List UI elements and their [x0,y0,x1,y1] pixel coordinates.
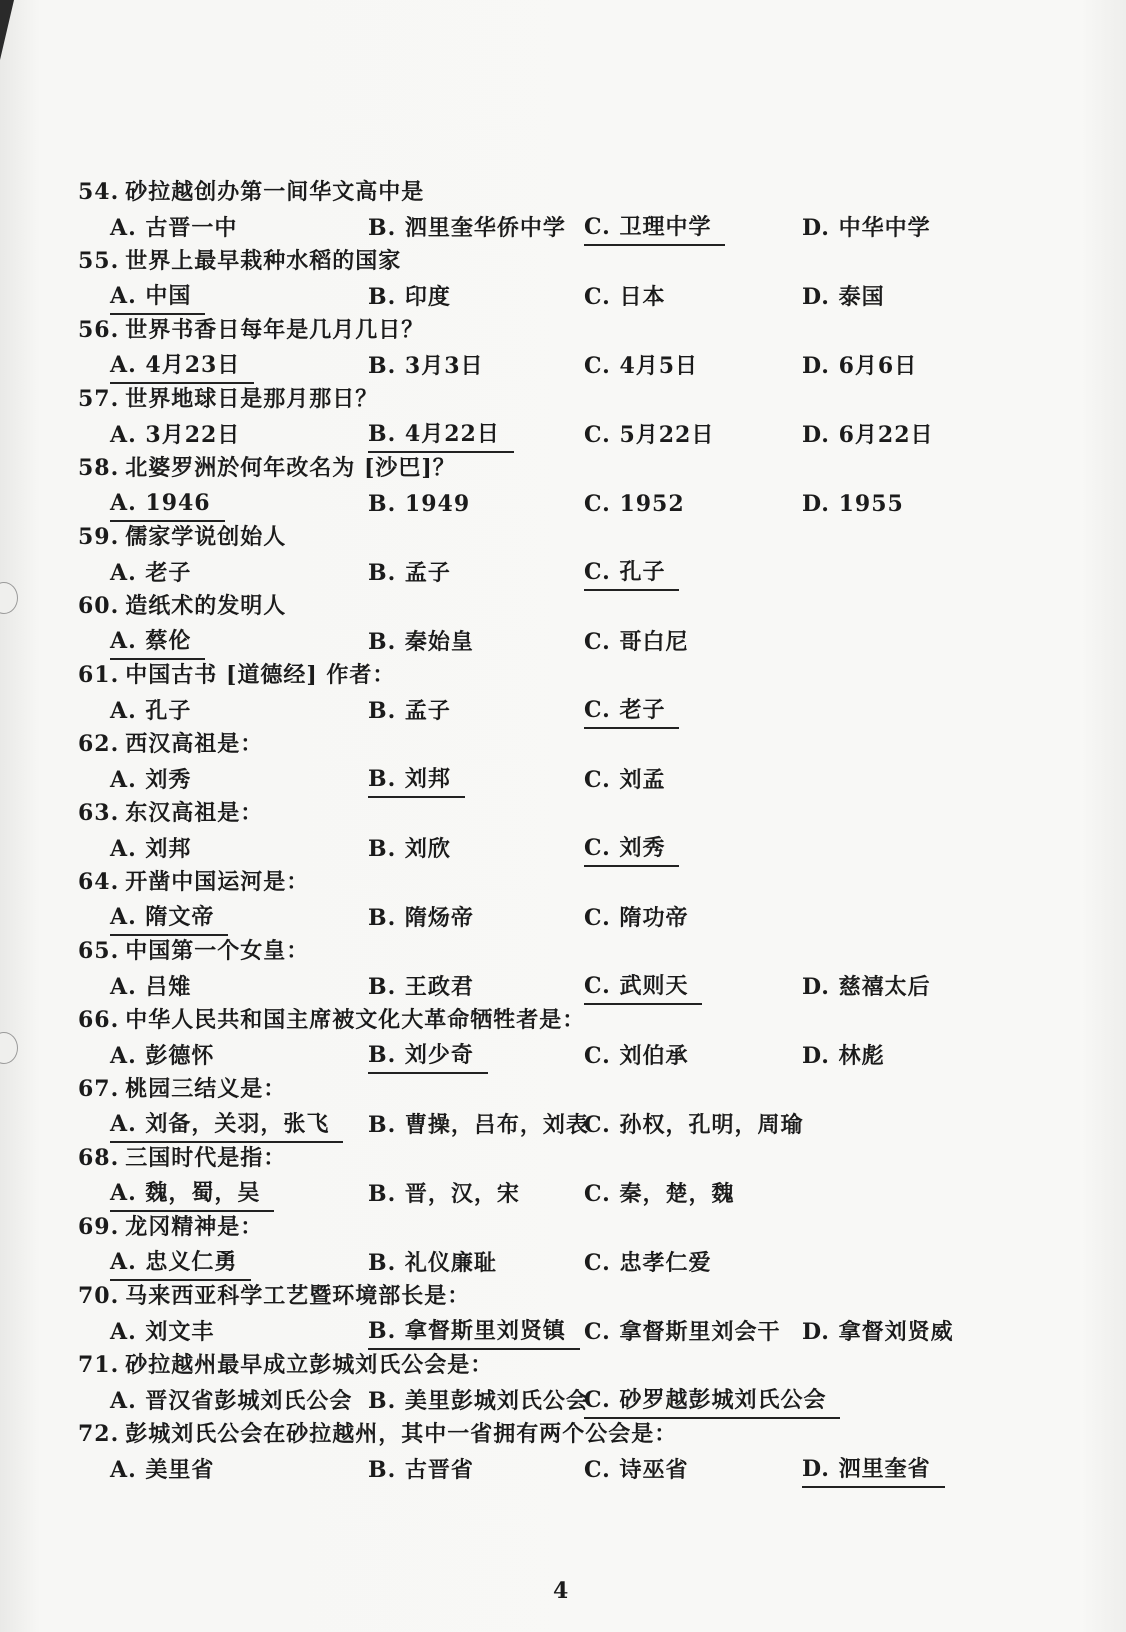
answer-option: B. 王政君 [368,974,474,1000]
question-number: 65. [78,938,120,964]
question-text [78,1347,493,1383]
question-stem: 三国时代是指： [125,1145,287,1171]
answer-option: B. 刘少奇 [368,1038,488,1074]
question-number: 60. [78,593,120,619]
answer-option: B. 拿督斯里刘贤镇 [368,1314,580,1350]
answer-option: D. 泗里奎省 [802,1452,945,1488]
question-item [78,1416,1078,1485]
answer-option: B. 曹操，吕布，刘表 [368,1112,589,1138]
question-stem: 龙冈精神是： [125,1214,264,1240]
answer-option: C. 刘伯承 [584,1043,689,1069]
answer-option: C. 老子 [584,693,679,729]
question-item [78,864,1078,933]
question-number: 72. [78,1421,120,1447]
answer-option: C. 孙权，孔明，周瑜 [584,1112,804,1138]
answer-option: C. 隋功帝 [584,905,689,931]
answer-option: A. 刘文丰 [110,1319,215,1345]
answer-option: C. 4月5日 [584,353,699,379]
answer-option: A. 刘备，关羽，张飞 [110,1107,343,1143]
question-item [78,1002,1078,1071]
question-item [78,381,1078,450]
answer-option: B. 晋，汉，宋 [368,1181,520,1207]
answer-option: A. 中国 [110,279,205,315]
answer-option: B. 礼仪廉耻 [368,1250,497,1276]
question-item [78,1278,1078,1347]
question-stem: 东汉高祖是： [125,800,264,826]
question-item [78,450,1078,519]
answer-option: B. 4月22日 [368,417,514,453]
answer-option: C. 5月22日 [584,422,715,448]
question-number: 59. [78,524,120,550]
question-stem: 世界上最早栽种水稻的国家 [125,248,402,274]
answer-option: B. 印度 [368,284,451,310]
answer-option: D. 1955 [802,491,904,517]
answer-option: D. 林彪 [802,1043,885,1069]
question-number: 64. [78,869,120,895]
answer-option: B. 刘邦 [368,762,465,798]
question-text [78,864,309,900]
question-item [78,1347,1078,1416]
answer-option: B. 孟子 [368,698,451,724]
answer-option: A. 美里省 [110,1457,215,1483]
question-item [78,1209,1078,1278]
answer-option: D. 6月22日 [802,422,934,448]
question-stem: 马来西亚科学工艺暨环境部长是： [125,1283,471,1309]
answer-option: C. 砂罗越彭城刘氏公会 [584,1383,840,1419]
answer-option: A. 蔡伦 [110,624,205,660]
answer-option: A. 晋汉省彭城刘氏公会 [110,1388,353,1414]
answer-option: A. 魏，蜀，吴 [110,1176,274,1212]
question-text [78,726,263,762]
answer-option: D. 6月6日 [802,353,918,379]
answer-option: A. 1946 [110,486,225,522]
question-text [78,588,286,624]
answer-option: C. 哥白尼 [584,629,689,655]
question-item [78,519,1078,588]
question-number: 56. [78,317,120,343]
question-stem: 西汉高祖是： [125,731,264,757]
answer-option: D. 拿督刘贤威 [802,1319,954,1345]
question-text [78,657,395,693]
question-text [78,174,424,210]
question-text [78,450,456,486]
question-stem: 桃园三结义是： [125,1076,287,1102]
answer-option: C. 日本 [584,284,666,310]
question-item [78,243,1078,312]
question-text [78,243,401,279]
question-text [78,933,309,969]
question-list [78,174,1078,1485]
answer-option: D. 中华中学 [802,215,931,241]
question-text [78,795,263,831]
answer-option: A. 刘秀 [110,767,192,793]
answer-option: A. 4月23日 [110,348,254,384]
question-number: 57. [78,386,120,412]
answer-option: C. 1952 [584,491,685,517]
answer-option: A. 孔子 [110,698,192,724]
question-number: 70. [78,1283,120,1309]
answer-option: A. 忠义仁勇 [110,1245,251,1281]
answer-option: B. 秦始皇 [368,629,474,655]
answer-option: B. 泗里奎华侨中学 [368,215,566,241]
answer-option: A. 彭德怀 [110,1043,215,1069]
answer-option: B. 古晋省 [368,1457,474,1483]
question-item [78,933,1078,1002]
question-stem: 世界地球日是那月那日？ [125,386,379,412]
question-stem: 中华人民共和国主席被文化大革命牺牲者是： [125,1007,586,1033]
question-number: 61. [78,662,120,688]
answer-option: C. 刘孟 [584,767,666,793]
answer-option: C. 刘秀 [584,831,679,867]
answer-option: A. 古晋一中 [110,215,238,241]
question-number: 62. [78,731,120,757]
answer-option: A. 刘邦 [110,836,192,862]
question-number: 67. [78,1076,120,1102]
question-text [78,1002,585,1038]
question-stem: 彭城刘氏公会在砂拉越州，其中一省拥有两个公会是： [125,1421,678,1447]
question-item [78,657,1078,726]
question-number: 69. [78,1214,120,1240]
question-stem: 开凿中国运河是： [125,869,310,895]
question-item [78,174,1078,243]
answer-option: A. 3月22日 [110,422,241,448]
question-stem: 砂拉越州最早成立彭城刘氏公会是： [125,1352,494,1378]
question-item [78,795,1078,864]
question-item [78,588,1078,657]
page-corner-shadow [0,0,14,60]
answer-option: C. 卫理中学 [584,210,725,246]
question-stem: 砂拉越创办第一间华文高中是 [125,179,425,205]
answer-option: B. 隋炀帝 [368,905,474,931]
punch-hole [0,582,18,614]
question-number: 58. [78,455,120,481]
question-item [78,1140,1078,1209]
answer-option: A. 老子 [110,560,192,586]
punch-hole [0,1032,18,1064]
question-text [78,519,286,555]
answer-option: B. 1949 [368,491,471,517]
answer-option: A. 吕雉 [110,974,192,1000]
answer-option: D. 慈禧太后 [802,974,931,1000]
question-stem: 造纸术的发明人 [125,593,287,619]
question-stem: 中国古书 [道德经] 作者： [125,662,396,688]
question-number: 55. [78,248,120,274]
question-text [78,1209,263,1245]
question-number: 54. [78,179,120,205]
question-item [78,1071,1078,1140]
question-item [78,726,1078,795]
answer-option: C. 秦，楚，魏 [584,1181,735,1207]
answer-option: B. 刘欣 [368,836,451,862]
question-item [78,312,1078,381]
question-text [78,1278,470,1314]
question-stem: 北婆罗洲於何年改名为 [沙巴]？ [125,455,456,481]
question-stem: 中国第一个女皇： [125,938,310,964]
answer-option: B. 美里彭城刘氏公会 [368,1388,589,1414]
answer-option: D. 泰国 [802,284,885,310]
question-text [78,1140,286,1176]
answer-option: C. 诗巫省 [584,1457,689,1483]
answer-option: B. 3月3日 [368,353,484,379]
question-stem: 儒家学说创始人 [125,524,287,550]
answer-option: B. 孟子 [368,560,451,586]
question-text [78,1416,677,1452]
question-stem: 世界书香日每年是几月几日？ [125,317,425,343]
question-text [78,1071,286,1107]
answer-option: C. 孔子 [584,555,679,591]
answer-option: C. 拿督斯里刘会干 [584,1319,781,1345]
question-number: 68. [78,1145,120,1171]
answer-option: C. 忠孝仁爱 [584,1250,712,1276]
question-text [78,312,424,348]
answer-option: C. 武则天 [584,969,702,1005]
question-number: 63. [78,800,120,826]
answer-option: A. 隋文帝 [110,900,228,936]
question-text [78,381,378,417]
question-number: 66. [78,1007,120,1033]
question-number: 71. [78,1352,120,1378]
page-number: 4 [553,1578,569,1604]
